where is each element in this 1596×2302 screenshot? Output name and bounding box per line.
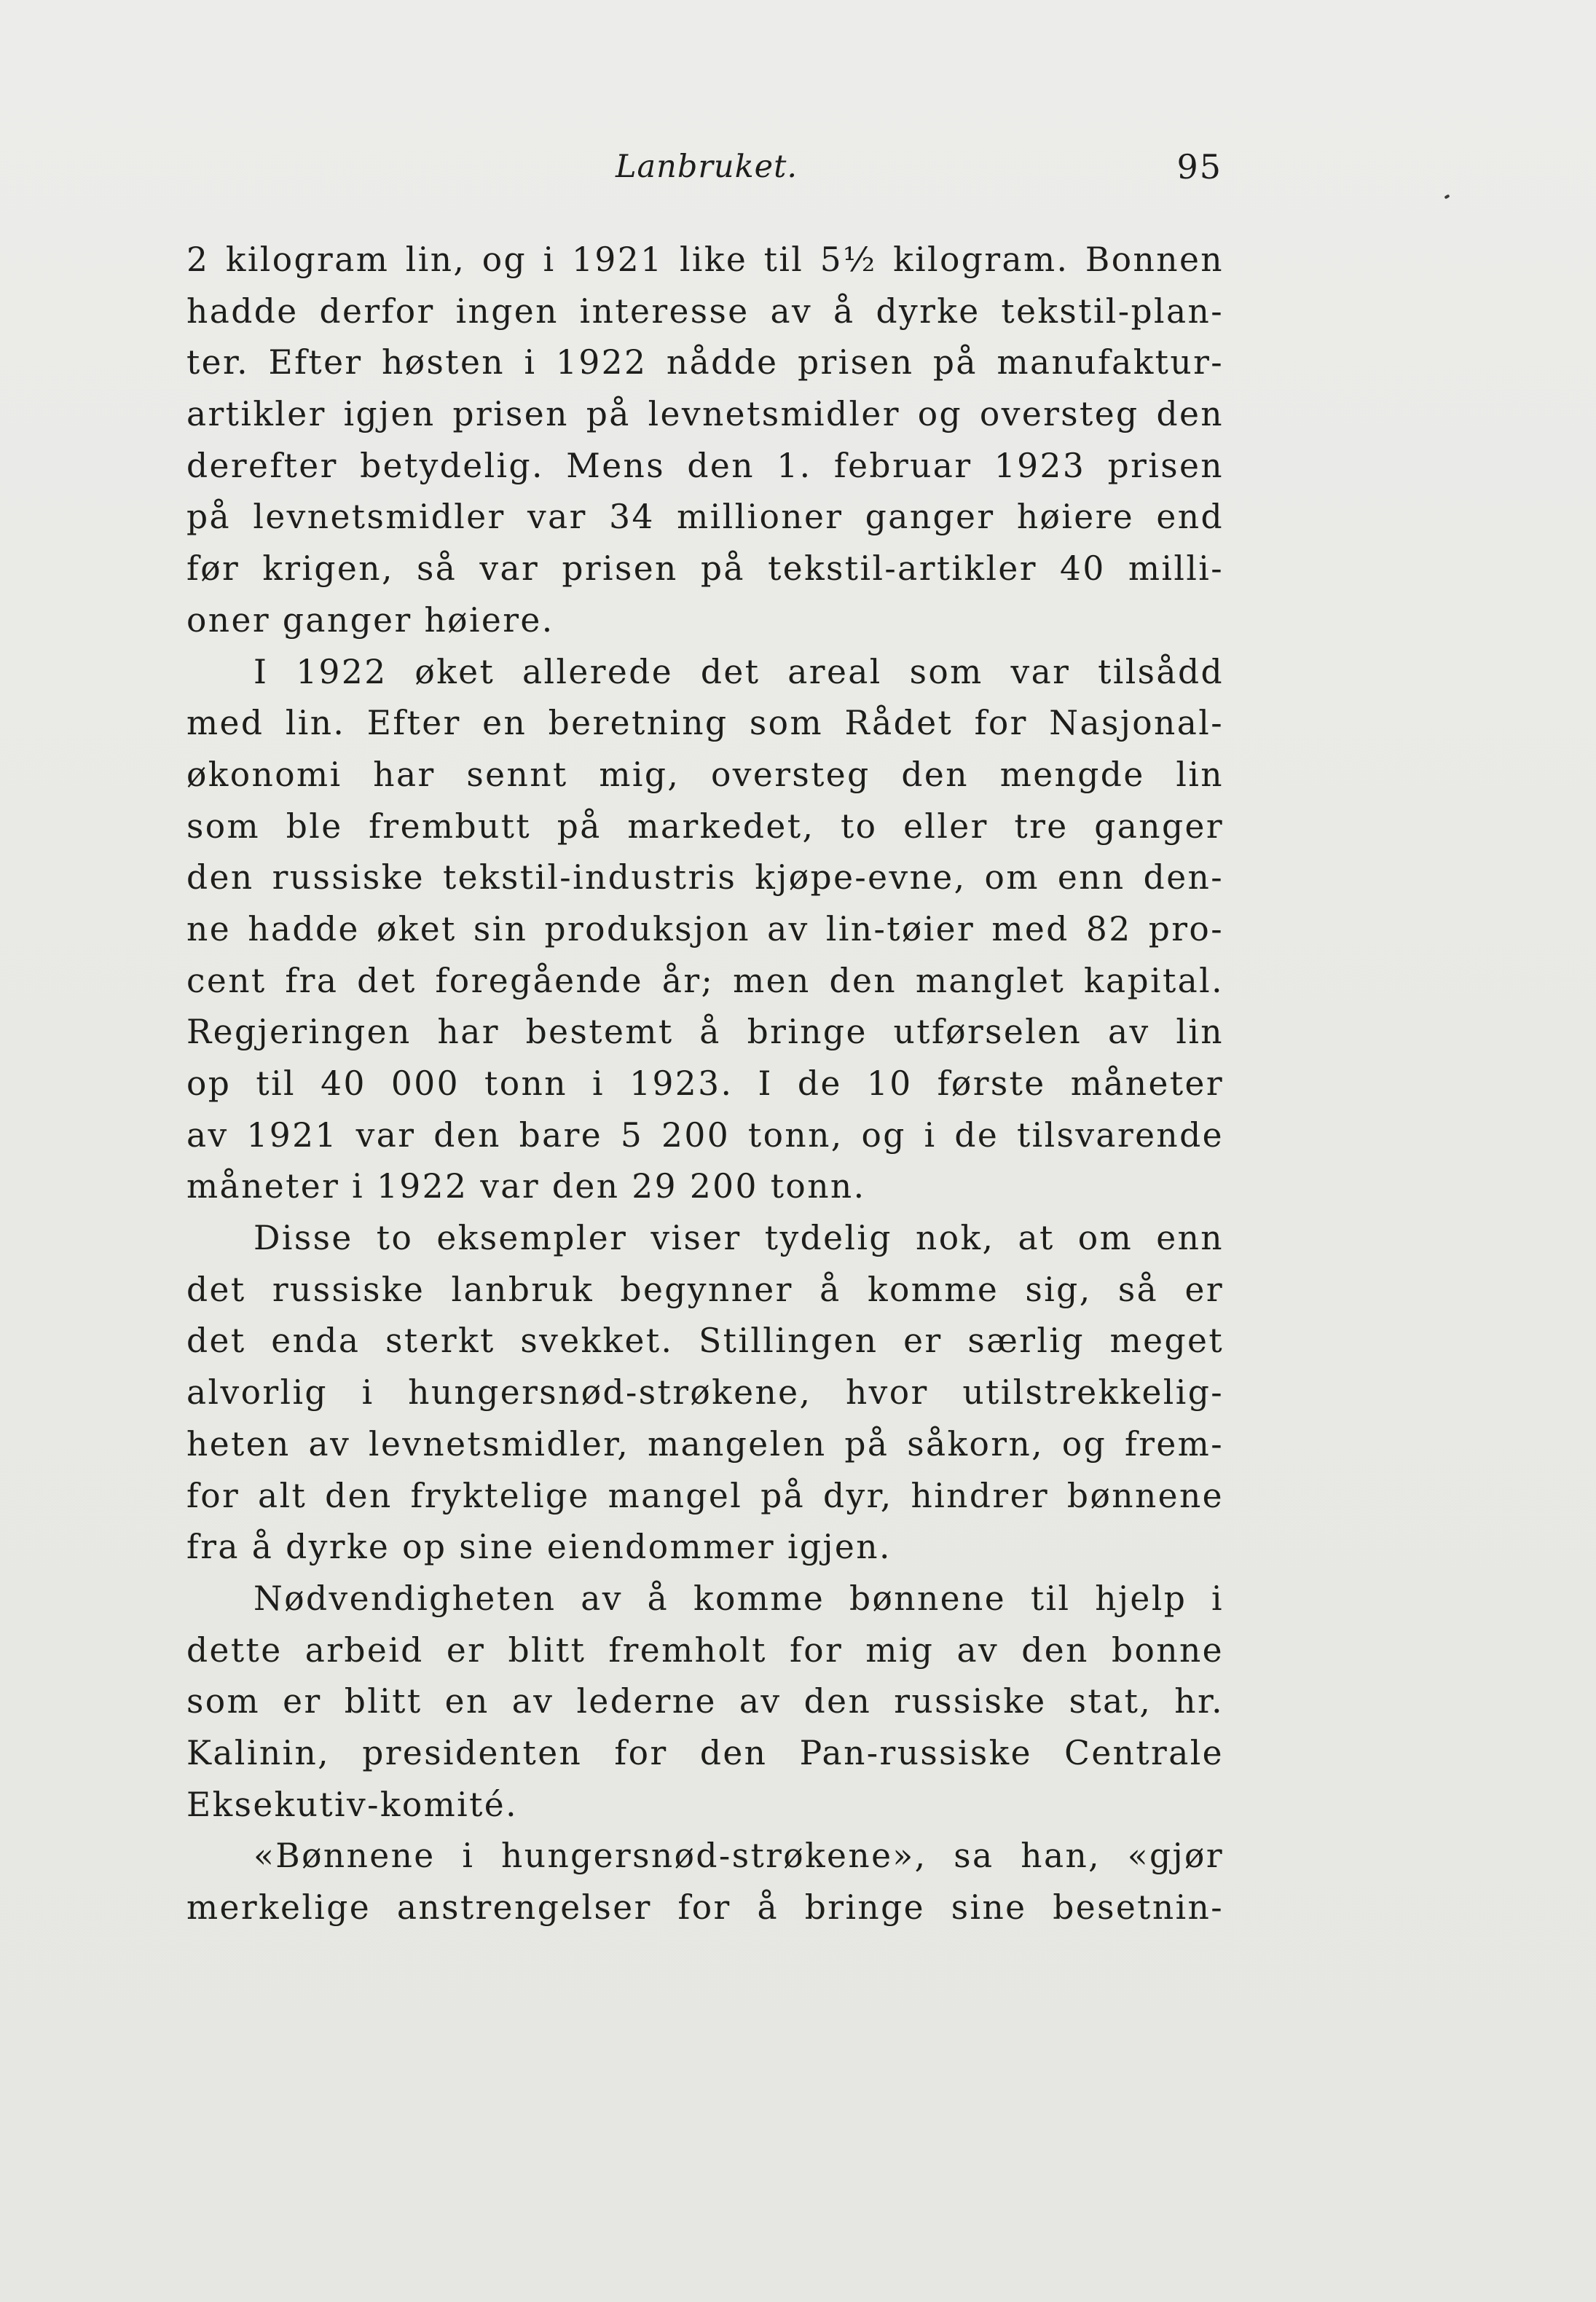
text-line: på levnetsmidler var 34 millioner ganger høiere end (186, 498, 1224, 537)
paragraph-start-line: Nødvendigheten av å komme bønnene til hjelp i (253, 1579, 1224, 1618)
body-text (186, 235, 1224, 1934)
text-line: økonomi har sennt mig, oversteg den mengde lin (186, 755, 1224, 794)
text-line: før krigen, så var prisen på tekstil-artikler 40 milli- (186, 549, 1224, 589)
text-line: hadde derfor ingen interesse av å dyrke tekstil-plan- (186, 291, 1224, 331)
text-line: det enda sterkt svekket. Stillingen er særlig meget (186, 1321, 1224, 1361)
text-line: fra å dyrke op sine eiendommer igjen. (186, 1528, 892, 1567)
text-line: heten av levnetsmidler, mangelen på såkorn, og frem- (186, 1424, 1224, 1464)
text-line: av 1921 var den bare 5 200 tonn, og i de tilsvarende (186, 1115, 1224, 1155)
text-line: ter. Efter høsten i 1922 nådde prisen på manufaktur- (186, 343, 1224, 382)
text-line: op til 40 000 tonn i 1923. I de 10 første måneter (186, 1064, 1224, 1103)
text-line: Eksekutiv-komité. (186, 1785, 518, 1824)
text-line: den russiske tekstil-industris kjøpe-evne, om enn den- (186, 858, 1224, 897)
text-line: det russiske lanbruk begynner å komme sig, så er (186, 1270, 1224, 1309)
paragraph-start-line: «Bønnene i hungersnød-strøkene», sa han, «gjør (253, 1837, 1224, 1876)
text-line: ne hadde øket sin produksjon av lin-tøier med 82 pro- (186, 909, 1224, 948)
text-line: alvorlig i hungersnød-strøkene, hvor utilstrekkelig- (186, 1373, 1224, 1413)
text-line: måneter i 1922 var den 29 200 tonn. (186, 1167, 866, 1206)
text-line: merkelige anstrengelser for å bringe sine besetnin- (186, 1888, 1224, 1927)
text-line: cent fra det foregående år; men den manglet kapital. (186, 961, 1224, 1000)
paragraph-start-line: Disse to eksempler viser tydelig nok, at om enn (253, 1219, 1224, 1258)
page-header (189, 146, 1224, 189)
text-line: som er blitt en av lederne av den russiske stat, hr. (186, 1682, 1224, 1721)
text-line: Regjeringen har bestemt å bringe utførselen av lin (186, 1013, 1224, 1052)
paragraph-start-line: I 1922 øket allerede det areal som var tilsådd (253, 652, 1224, 691)
text-line: med lin. Efter en beretning som Rådet for Nasjonal- (186, 704, 1224, 743)
text-line: 2 kilogram lin, og i 1921 like til 5½ kilogram. Bonnen (186, 240, 1224, 279)
text-line: som ble frembutt på markedet, to eller tre ganger (186, 806, 1224, 846)
page-number: 95 (1176, 147, 1222, 186)
text-line: for alt den fryktelige mangel på dyr, hindrer bønnene (186, 1476, 1224, 1515)
text-line: oner ganger høiere. (186, 600, 554, 640)
print-speck (1444, 195, 1450, 200)
text-line: derefter betydelig. Mens den 1. februar 1923 prisen (186, 446, 1224, 485)
running-title: Lanbruket. (615, 149, 798, 185)
text-line: dette arbeid er blitt fremholt for mig av den bonne (186, 1630, 1224, 1670)
text-line: artikler igjen prisen på levnetsmidler og oversteg den (186, 395, 1224, 434)
text-line: Kalinin, presidenten for den Pan-russiske Centrale (186, 1733, 1224, 1772)
